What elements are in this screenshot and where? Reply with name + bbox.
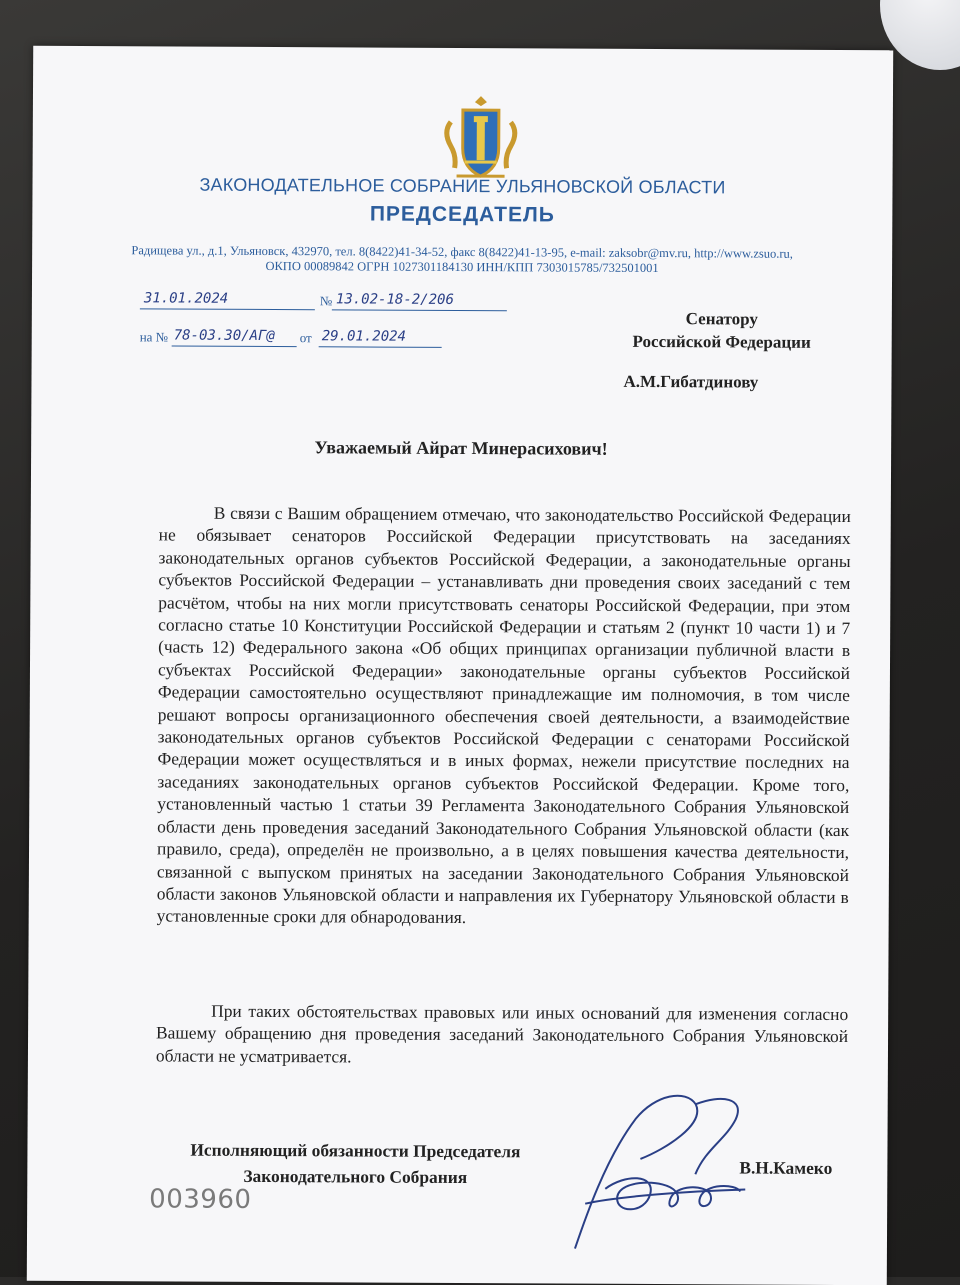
recipient-title <box>592 307 852 354</box>
number-label: № <box>319 293 333 309</box>
body-paragraph-1: В связи с Вашим обращением отмечаю, что законодательство Российской Федерации не обязывает сенаторов Российской Федерации присутствовать на заседаниях законодательных органов субъектов Российской Федерации, а законодательные органы субъектов Российской Федерации – устанавливать дни проведения своих заседаний с тем расчётом, чтобы на них могли присутствовать сенаторы Российской Федерации, при этом согласно статье 10 Конституции Российской Федерации и статьям 2 (пункт 10 части 1) и 7 (часть 12) Федерального закона «Об общих принципах организации публичной власти в субъектах Российской Федерации» законодательные органы субъектов Российской Федерации самостоятельно осуществляют принадлежащие им полномочия, в том числе решают вопросы организационного обеспечения своей деятельности, а взаимодействие законодательных органов субъектов Российской Федерации с сенаторами Российской Федерации может осуществляться и в иных формах, нежели присутствие последних на заседаниях законодательных органов субъектов Российской Федерации. Кроме того, установленный частью 1 статьи 39 Регламента Законодательного Собрания Ульяновской области день проведения заседаний Законодательного Собрания Ульяновской области (как правило, среда), определён не произвольно, а в целях повышения качества деятельности, связанной с выпуском принятых на заседании Законодательного Собрания Ульяновской области законов Ульяновской области и направления их Губернатору Ульяновской области в установленные сроки для обнародования. <box>156 502 851 928</box>
recipient-line-1: Сенатору <box>685 309 758 329</box>
date-underline <box>140 308 315 310</box>
letter-sheet <box>27 46 893 1285</box>
reference-number: 78-03.30/АГ@ <box>173 327 275 345</box>
outgoing-date: 31.01.2024 <box>143 290 229 307</box>
coat-of-arms-icon <box>441 92 521 182</box>
outgoing-number: 13.02-18-2/206 <box>335 291 454 308</box>
ref-number-underline <box>172 345 297 347</box>
ref-date-underline <box>319 346 442 348</box>
address-line-2: ОКПО 00089842 ОГРН 1027301184130 ИНН/КПП 7303015785/732501001 <box>265 258 659 276</box>
signatory-name: В.Н.Камеко <box>739 1157 833 1178</box>
number-underline <box>332 309 507 311</box>
recipient-line-2: Российской Федерации <box>632 331 811 352</box>
reference-date: 29.01.2024 <box>321 328 407 345</box>
reference-prefix: на № <box>139 329 169 345</box>
body-paragraph-2: При таких обстоятельствах правовых или иных оснований для изменения согласно Вашему обращению дня проведения заседаний Законодательного Собрания Ульяновской области не усматривается. <box>155 1000 849 1067</box>
document-serial-number: 003960 <box>149 1184 252 1215</box>
salutation: Уважаемый Айрат Минерасихович! <box>314 437 608 459</box>
signatory-role-line-2: Законодательного Собрания <box>243 1165 468 1188</box>
address-line-1: Радищева ул., д.1, Ульяновск, 432970, тел. 8(8422)41-34-52, факс 8(8422)41-13-95, e-mail: zaksobr@mv.ru, http://www.zsuo.ru, <box>131 243 793 261</box>
handwritten-signature <box>545 1078 766 1279</box>
organization-name: ЗАКОНОДАТЕЛЬНОЕ СОБРАНИЕ УЛЬЯНОВСКОЙ ОБЛАСТИ <box>199 174 726 198</box>
recipient-name: А.М.Гибатдинову <box>623 371 759 392</box>
signatory-role-line-1: Исполняющий обязанности Председателя <box>190 1139 521 1162</box>
letterhead-title: ПРЕДСЕДАТЕЛЬ <box>369 202 555 227</box>
signatory-role <box>155 1136 555 1190</box>
reference-from-label: от <box>299 330 312 346</box>
